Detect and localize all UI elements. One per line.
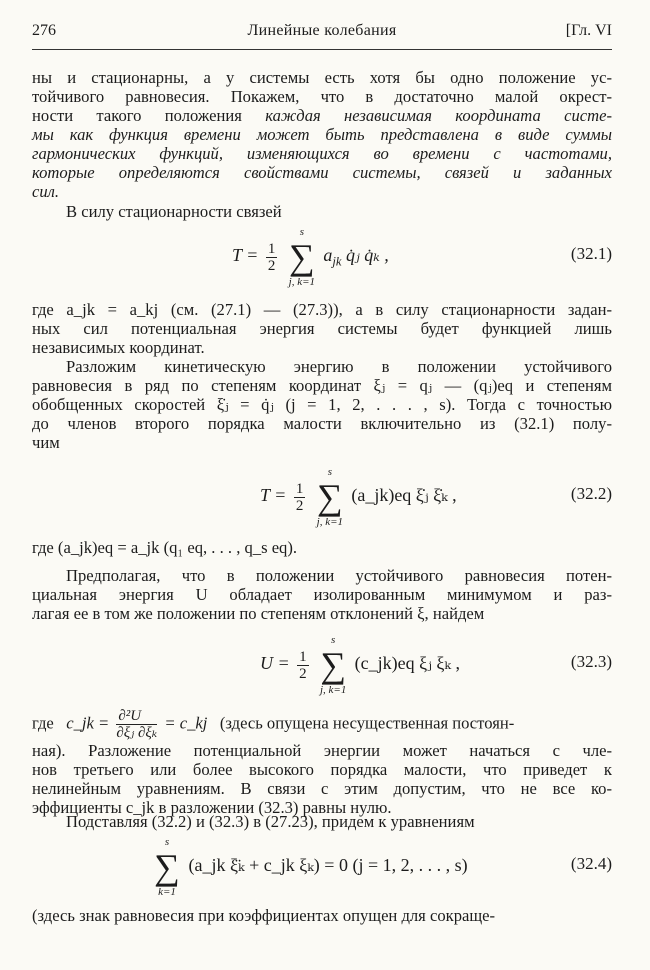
equation-32-3 (32, 634, 612, 698)
text-line: гармонических функций, изменяющихся во времени с частотами, (32, 144, 612, 163)
text-line: Предполагая, что в положении устойчивого равновесия потен- (66, 566, 612, 585)
summation-sign: s ∑ j, k=1 (288, 226, 316, 288)
text-line: ных сил потенциальная энергия системы будет функцией лишь (32, 319, 612, 338)
paragraph-8 (32, 812, 612, 831)
eq-term: (a_jk)eq ξ̇ⱼ ξ̇ₖ , (351, 485, 457, 506)
text-line: циальная энергия U обладает изолированным минимумом и раз- (32, 585, 612, 604)
paragraph-2 (32, 202, 612, 221)
text-line: где a_jk = a_kj (см. (27.1) — (27.3)), а в силу стационарности задан- (32, 300, 612, 319)
text-line: мы как функция времени может быть представлена в виде суммы (32, 125, 612, 144)
equation-number: (32.4) (570, 854, 612, 873)
text-line: В силу стационарности связей (66, 202, 282, 221)
eq-lhs: T = (232, 245, 259, 266)
text-line: где (a_jk)eq = a_jk (q₁ eq, . . . , q_s eq). (32, 538, 298, 557)
equation-number: (32.3) (570, 652, 612, 671)
text-line: чим (32, 433, 60, 452)
paragraph-5 (32, 538, 612, 557)
text-line: до членов второго порядка малости включительно из (32.1) полу- (32, 414, 612, 433)
text-line: (здесь знак равновесия при коэффициентах опущен для сокраще- (32, 906, 496, 925)
equation-32-2 (32, 466, 612, 530)
text-line: нелинейным уравнениям. В связи с этим допустим, что не все ко- (32, 779, 612, 798)
text-line: сил. (32, 182, 60, 201)
summation-sign: s ∑ j, k=1 (316, 466, 344, 528)
text-line: ности такого положения каждая независимая координата систе- (32, 106, 612, 125)
fraction-half: $\frac{1}{2}$ (267, 240, 276, 274)
running-title: Линейные колебания (247, 22, 397, 39)
text-line: ны и стационарны, а у системы есть хотя бы одно положение ус- (32, 68, 612, 87)
eq-lhs: U = (260, 653, 290, 674)
text-line: Подставляя (32.2) и (32.3) в (27.23), придем к уравнениям (66, 812, 475, 831)
text-line: нов третьего или более высокого порядка малости, что приведет к (32, 760, 612, 779)
text-line: тойчивого равновесия. Покажем, что в достаточно малой окрест- (32, 87, 612, 106)
equation-32-4 (32, 836, 612, 900)
eq-lhs: T = (260, 485, 287, 506)
fraction-half: $\frac{1}{2}$ (295, 480, 304, 514)
text-line: ная). Разложение потенциальной энергии может начаться с чле- (32, 741, 612, 760)
c-coef-rhs: = c_kj (164, 713, 208, 733)
summation-sign: s ∑ k=1 (154, 836, 180, 898)
paragraph-7 (32, 708, 612, 817)
running-header (32, 22, 612, 50)
text-line: равновесия в ряд по степеням координат ξⱼ = qⱼ — (qⱼ)eq и степеням (32, 376, 612, 395)
chapter-label: [Гл. VI (565, 22, 612, 39)
text-line: независимых координат. (32, 338, 205, 357)
equation-32-1: T = $\frac{1}{2}$ s ∑ j, k=1 $a_{jk}$ q̇ⱼ q̇ₖ , (32.1) (232, 226, 612, 288)
text-line: где c_jk = $\frac{\text{∂²U}}{\text{∂ξⱼ ∂ξₖ}}$ = c_kj (здесь опущена несущественная постоян- (32, 708, 515, 741)
text-line: обобщенных скоростей ξ̇ⱼ = q̇ⱼ (j = 1, 2, . . . , s). Тогда с точностью (32, 395, 612, 414)
text-line: лагая ее в том же положении по степеням отклонений ξ, найдем (32, 604, 485, 623)
eq-term: (a_jk ξ̈ₖ + c_jk ξₖ) = 0 (j = 1, 2, . . . , s) (188, 855, 468, 876)
text-line: эффициенты c_jk в разложении (32.3) равны нулю. (32, 798, 392, 817)
paragraph-3 (32, 300, 612, 357)
paragraph-6 (32, 566, 612, 623)
header-rule (32, 49, 612, 50)
text-line: Разложим кинетическую энергию в положении устойчивого (66, 357, 612, 376)
paragraph-4 (32, 357, 612, 452)
equation-number: (32.1) (570, 244, 612, 263)
eq-term: a (323, 245, 333, 266)
equation-number: (32.2) (570, 484, 612, 503)
summation-sign: s ∑ j, k=1 (319, 634, 347, 696)
paragraph-1 (32, 68, 612, 201)
eq-term: (c_jk)eq ξⱼ ξₖ , (354, 653, 460, 674)
text-line: которые определяются свойствами системы, связей и заданных (32, 163, 612, 182)
paragraph-9 (32, 906, 612, 925)
c-coef-lhs: c_jk = (66, 713, 110, 733)
fraction-partial: $\frac{\text{∂²U}}{\text{∂ξⱼ ∂ξₖ}}$ (116, 708, 158, 741)
page-number: 276 (32, 22, 56, 39)
fraction-half: $\frac{1}{2}$ (299, 648, 307, 682)
